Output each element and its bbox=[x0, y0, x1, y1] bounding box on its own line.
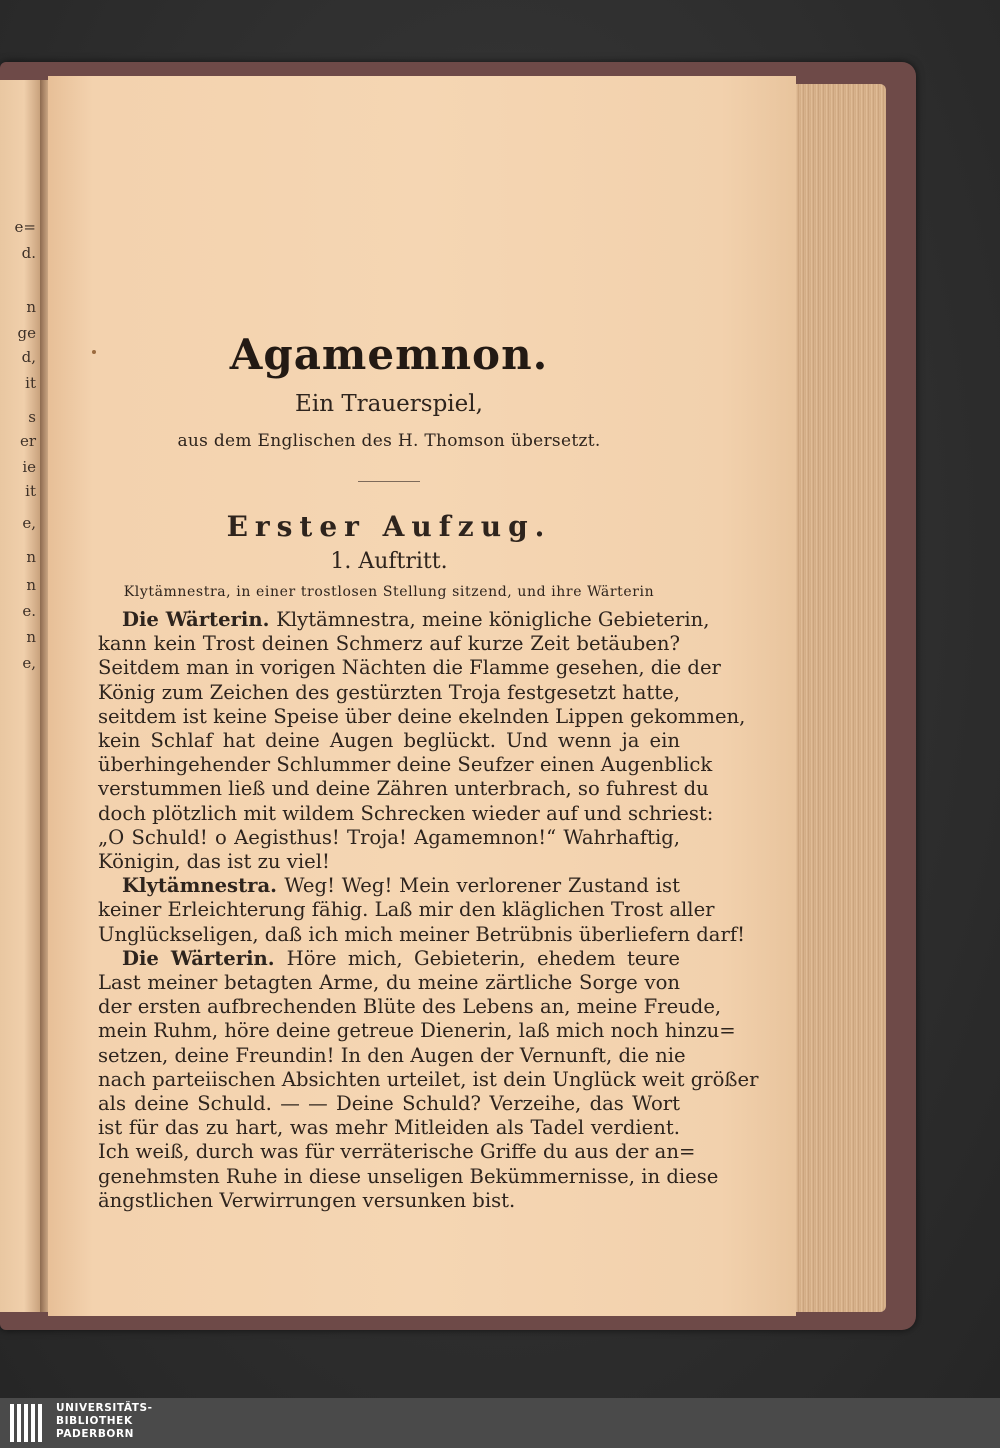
speaker-name: Die Wärterin. bbox=[122, 608, 277, 631]
act-heading: Erster Aufzug. bbox=[226, 510, 552, 543]
text-line: doch plötzlich mit wildem Schrecken wieder auf und schriest: bbox=[98, 801, 714, 825]
left-page-fragment: s bbox=[28, 408, 36, 426]
speaker-name: Die Wärterin. bbox=[122, 946, 287, 970]
text-line: Unglückseligen, daß ich mich meiner Betrübnis überliefern darf! bbox=[98, 922, 745, 946]
speech-text: Weg! Weg! Mein verlorener Zustand ist bbox=[284, 874, 680, 898]
speech-text: Klytämnestra, meine königliche Gebieterin, bbox=[276, 608, 710, 631]
dialogue bbox=[98, 608, 759, 1213]
left-page-fragment: e. bbox=[22, 602, 36, 620]
text-line: ängstlichen Verwirrungen versunken bist. bbox=[98, 1188, 516, 1212]
library-logo-icon bbox=[10, 1404, 46, 1442]
text-line: der ersten aufbrechenden Blüte des Lebens an, meine Freude, bbox=[98, 995, 722, 1019]
page-fore-edge bbox=[790, 84, 886, 1312]
left-page-fragment: e= bbox=[14, 218, 36, 236]
text-line: Last meiner betagten Arme, du meine zärtliche Sorge von bbox=[98, 971, 680, 995]
left-page-fragment: ie bbox=[22, 458, 36, 476]
divider bbox=[358, 481, 420, 482]
library-footer bbox=[0, 1398, 1000, 1448]
text-line: Seitdem man in vorigen Nächten die Flamme gesehen, die der bbox=[98, 656, 721, 680]
stage-direction: Klytämnestra, in einer trostlosen Stellung sitzend, und ihre Wärterin bbox=[123, 584, 655, 600]
library-name: UNIVERSITÄTS- BIBLIOTHEK PADERBORN bbox=[56, 1402, 153, 1440]
speech-paragraph bbox=[98, 608, 746, 874]
left-page-fragment: e, bbox=[22, 514, 36, 532]
text-line bbox=[98, 874, 680, 898]
text-line bbox=[98, 608, 710, 632]
left-page-fragment: er bbox=[19, 432, 36, 450]
text-line: nach parteiischen Absichten urteilet, ist dein Unglück weit größer bbox=[98, 1067, 759, 1091]
text-line: kein Schlaf hat deine Augen beglückt. Und wenn ja ein bbox=[98, 729, 680, 753]
text-line: genehmsten Ruhe in diese unseligen Bekümmernisse, in diese bbox=[98, 1164, 719, 1188]
text-line: mein Ruhm, höre deine getreue Dienerin, laß mich noch hinzu= bbox=[98, 1019, 736, 1043]
paper-spot bbox=[92, 350, 96, 354]
text-line: seitdem ist keine Speise über deine ekelnden Lippen gekommen, bbox=[98, 704, 746, 728]
left-page-fragment: it bbox=[25, 482, 36, 500]
page-text bbox=[98, 330, 759, 1213]
scene-heading: 1. Auftritt. bbox=[330, 549, 448, 574]
left-page-fragment: d, bbox=[21, 348, 36, 366]
left-page-fragment: n bbox=[26, 548, 36, 566]
left-page-fragment: e, bbox=[22, 654, 36, 672]
text-line: kann kein Trost deinen Schmerz auf kurze Zeit betäuben? bbox=[98, 632, 680, 656]
text-line: „O Schuld! o Aegisthus! Troja! Agamemnon!“ Wahrhaftig, bbox=[98, 825, 680, 849]
speech-paragraph bbox=[98, 874, 745, 947]
left-page-fragment: n bbox=[26, 628, 36, 646]
left-page-fragment: n bbox=[26, 576, 36, 594]
left-page bbox=[0, 80, 40, 1312]
speech-paragraph bbox=[98, 946, 759, 1213]
text-line: keiner Erleichterung fähig. Laß mir den kläglichen Trost aller bbox=[98, 898, 715, 922]
left-page-fragment: d. bbox=[21, 244, 36, 262]
left-page-fragment: n bbox=[26, 298, 36, 316]
translation-note: aus dem Englischen des H. Thomson übersetzt. bbox=[177, 431, 601, 451]
text-line: König zum Zeichen des gestürzten Troja festgesetzt hatte, bbox=[98, 680, 680, 704]
text-line: als deine Schuld. — — Deine Schuld? Verzeihe, das Wort bbox=[98, 1092, 680, 1116]
text-line: überhingehender Schlummer deine Seufzer einen Augenblick bbox=[98, 753, 713, 777]
speech-text: Höre mich, Gebieterin, ehedem teure bbox=[286, 946, 680, 970]
speaker-name: Klytämnestra. bbox=[122, 874, 285, 898]
text-line: Ich weiß, durch was für verräterische Griffe du aus der an= bbox=[98, 1140, 696, 1164]
text-line: verstummen ließ und deine Zähren unterbrach, so fuhrest du bbox=[98, 777, 709, 801]
text-line: ist für das zu hart, was mehr Mitleiden als Tadel verdient. bbox=[98, 1116, 680, 1140]
play-subtitle: Ein Trauerspiel, bbox=[295, 391, 483, 417]
play-title: Agamemnon. bbox=[229, 330, 549, 379]
left-page-fragment: ge bbox=[17, 324, 36, 342]
text-line: setzen, deine Freundin! In den Augen der Vernunft, die nie bbox=[98, 1043, 686, 1067]
left-page-fragment: it bbox=[25, 374, 36, 392]
text-line: Königin, das ist zu viel! bbox=[98, 850, 330, 874]
text-line bbox=[98, 947, 680, 971]
